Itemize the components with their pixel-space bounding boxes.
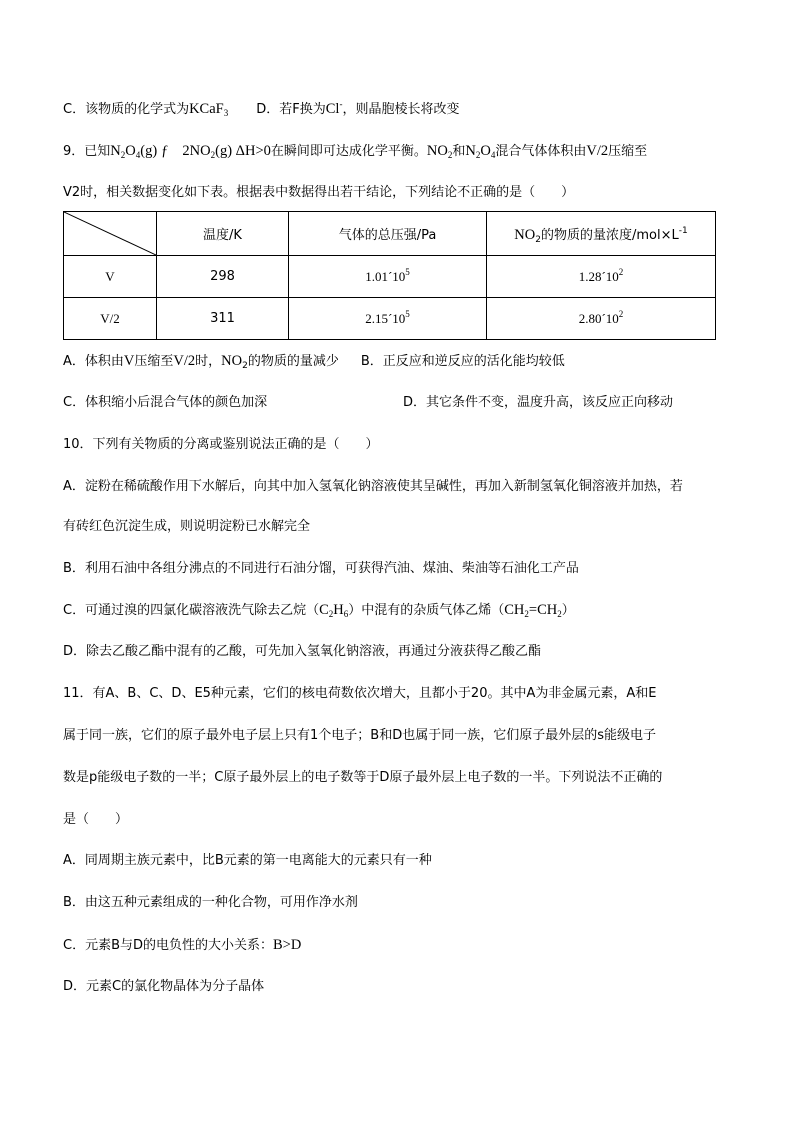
q8-option-line <box>63 100 459 119</box>
q10-stem: 10．下列有关物质的分离或鉴别说法正确的是（ ） <box>63 437 379 452</box>
equilibrium-arrow-icon: ƒ <box>161 143 169 159</box>
q11-option-d: D．元素C的氯化物晶体为分子晶体 <box>63 979 265 994</box>
ethylene-formula: $CH_2=CH_2$ <box>504 602 562 619</box>
q9-options-ab <box>63 352 565 371</box>
q10-option-c: C．可通过溴的四氯化碳溶液洗气除去乙烷$(C_2H_6)$中混有的杂质气体乙烯$(CH_2=CH_2)$ <box>63 602 575 619</box>
row-concentration: $1.28´10^2$ <box>487 256 716 298</box>
q8-option-c-formula: KCaF$_3$ <box>189 101 229 118</box>
header-no2-concentration: $NO_2$的物质的量浓度$/mol\times L^{-1}$ <box>487 212 716 256</box>
q10-option-a-line1: A．淀粉在稀硫酸作用下水解后，向其中加入氢氧化钠溶液使其呈碱性，再加入新制氢氧化铜溶液并加热，若 <box>63 479 683 494</box>
row-concentration: $2.80´10^2$ <box>487 298 716 340</box>
q9-option-c: C．体积缩小后混合气体的颜色加深 <box>63 395 268 410</box>
q11-stem-line1: 11．有A、B、C、D、E5种元素，它们的核电荷数依次增大，且都小于20。其中A为非金属元素，A和E <box>63 686 657 701</box>
q11-option-a: A．同周期主族元素中，比B元素的第一电离能大的元素只有一种 <box>63 853 432 868</box>
q8-option-d-text: D．若F换为 <box>256 102 326 117</box>
table-row <box>64 256 716 298</box>
q11-option-b: B．由这五种元素组成的一种化合物，可用作净水剂 <box>63 895 358 910</box>
row-label: V/2 <box>64 298 157 340</box>
header-temperature: 温度/K <box>157 212 289 256</box>
row-pressure: $2.15´10^5$ <box>289 298 487 340</box>
q9-stem-line1: 9．已知$N_2O_4(g)$ ƒ $2NO_2(g)$ ΔH>0在瞬间即可达成化学平衡。$NO_2$和$N_2O_4$混合气体体积由V/2压缩至 <box>63 143 648 160</box>
q10-option-a-line2: 有砖红色沉淀生成，则说明淀粉已水解完全 <box>63 519 311 534</box>
q11-option-c: C．元素B与D的电负性的大小关系：B>D <box>63 937 302 953</box>
diagonal-header-cell <box>64 212 157 256</box>
q9-stem-line2: V2时，相关数据变化如下表。根据表中数据得出若干结论，下列结论不正确的是（ ） <box>63 185 575 200</box>
q9-option-a: A．体积由V压缩至V/2时，$NO_2$的物质的量减少 <box>63 353 339 371</box>
row-temperature: 298 <box>157 256 289 298</box>
q9-equation: $N_2O_4(g)$ ƒ $2NO_2(g)$ ΔH>0 <box>110 143 271 160</box>
q9-no2: $NO_2$ <box>426 143 453 160</box>
table-header-row <box>64 212 716 256</box>
q9-data-table <box>63 211 716 340</box>
q8-option-d-rest: ，则晶胞棱长将改变 <box>342 102 460 117</box>
q9-n2o4: $N_2O_4$ <box>465 143 496 160</box>
row-pressure: $1.01´10^5$ <box>289 256 487 298</box>
q9-option-b: B．正反应和逆反应的活化能均较低 <box>360 354 565 369</box>
q11-stem-line2: 属于同一族，它们的原子最外电子层上只有1个电子；B和D也属于同一族，它们原子最外层的s能级电子 <box>63 728 656 743</box>
table-row <box>64 298 716 340</box>
ethane-formula: $C_2H_6$ <box>319 602 349 619</box>
q8-option-c-text: C．该物质的化学式为 <box>63 102 190 117</box>
row-temperature: 311 <box>157 298 289 340</box>
q10-option-b: B．利用石油中各组分沸点的不同进行石油分馏，可获得汽油、煤油、柴油等石油化工产品 <box>63 561 579 576</box>
q11-stem-line4: 是（ ） <box>63 812 129 827</box>
q11-stem-line3: 数是p能级电子数的一半；C原子最外层上的电子数等于D原子最外层上电子数的一半。下列说法不正确的 <box>63 770 663 785</box>
row-label: V <box>64 256 157 298</box>
q9-option-d: D．其它条件不变，温度升高，该反应正向移动 <box>403 395 674 410</box>
q10-option-d: D．除去乙酸乙酯中混有的乙酸，可先加入氢氧化钠溶液，再通过分液获得乙酸乙酯 <box>63 644 542 659</box>
q8-option-d-ion: Cl- <box>325 99 343 117</box>
header-total-pressure: 气体的总压强/Pa <box>289 212 487 256</box>
